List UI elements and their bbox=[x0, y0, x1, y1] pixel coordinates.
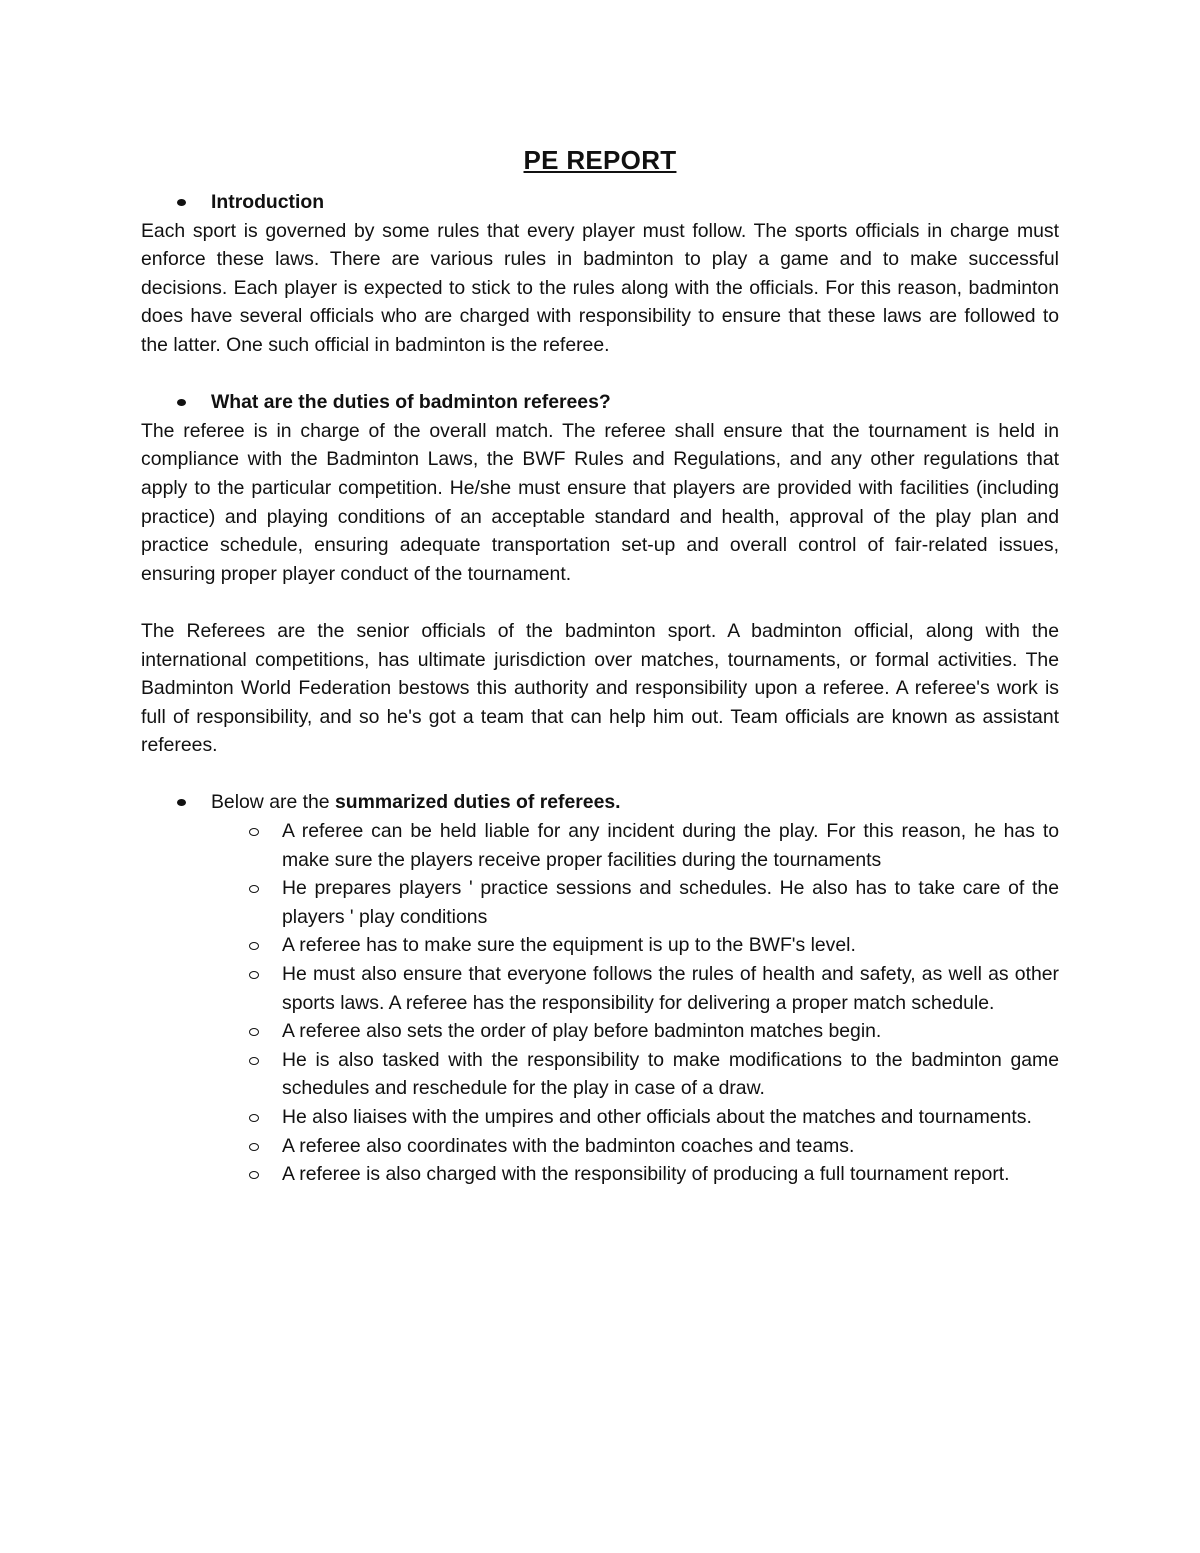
list-item: A referee can be held liable for any incident during the play. For this reason, he has to make sure the players receive proper facilities during the tournaments bbox=[141, 817, 1059, 874]
bullet-icon bbox=[177, 199, 186, 206]
page-title: PE REPORT bbox=[523, 145, 677, 175]
circle-bullet-icon bbox=[249, 1171, 259, 1179]
list-item: He must also ensure that everyone follows the rules of health and safety, as well as other sports laws. A referee has the responsibility for delivering a proper match schedule. bbox=[141, 960, 1059, 1017]
list-item: He is also tasked with the responsibility to make modifications to the badminton game schedules and reschedule for the play in case of a draw. bbox=[141, 1046, 1059, 1103]
circle-bullet-icon bbox=[249, 1114, 259, 1122]
heading-text: Introduction bbox=[211, 191, 325, 213]
circle-bullet-icon bbox=[249, 971, 259, 979]
summary-duties-list bbox=[141, 817, 1059, 1189]
circle-bullet-icon bbox=[249, 1028, 259, 1036]
introduction-paragraph: Each sport is governed by some rules that every player must follow. The sports officials in charge must enforce these laws. There are various rules in badminton to play a game and to make successful decisions. Each player is expected to stick to the rules along with the officials. For this reason, badminton does have several officials who are charged with responsibility to ensure that these laws are followed to the latter. One such official in badminton is the referee. bbox=[141, 219, 1059, 356]
list-item: A referee has to make sure the equipment is up to the BWF's level. bbox=[141, 931, 1059, 960]
list-item: He prepares players ' practice sessions and schedules. He also has to take care of the players ' play conditions bbox=[141, 874, 1059, 931]
list-item: A referee also sets the order of play before badminton matches begin. bbox=[141, 1017, 1059, 1046]
document-page bbox=[141, 140, 1059, 1189]
circle-bullet-icon bbox=[249, 1143, 259, 1151]
duties-paragraph-2: The Referees are the senior officials of the badminton sport. A badminton official, along with the international competitions, has ultimate jurisdiction over matches, tournaments, or formal activities. The Badminton World Federation bestows this authority and responsibility upon a referee. A referee's work is full of responsibility, and so he's got a team that can help him out. Team officials are known as assistant referees. bbox=[141, 619, 1059, 757]
list-item: A referee also coordinates with the badminton coaches and teams. bbox=[141, 1132, 1059, 1161]
bullet-icon bbox=[177, 799, 186, 806]
circle-bullet-icon bbox=[249, 828, 259, 836]
circle-bullet-icon bbox=[249, 942, 259, 950]
duties-paragraph-1: The referee is in charge of the overall match. The referee shall ensure that the tournament is held in compliance with the Badminton Laws, the BWF Rules and Regulations, and any other regulations that apply to the particular competition. He/she must ensure that players are provided with facilities (including practice) and playing conditions of an acceptable standard and health, approval of the play plan and practice schedule, ensuring adequate transportation set-up and overall control of fair-related issues, ensuring proper player conduct of the tournament. bbox=[141, 419, 1059, 585]
list-item: He also liaises with the umpires and other officials about the matches and tournaments. bbox=[141, 1103, 1059, 1132]
list-item: A referee is also charged with the responsibility of producing a full tournament report. bbox=[141, 1160, 1059, 1189]
bullet-icon bbox=[177, 399, 186, 406]
section-heading-duties bbox=[141, 388, 1059, 417]
heading-bold-text: summarized duties of referees. bbox=[334, 791, 621, 814]
section-heading-summary bbox=[141, 788, 1059, 817]
circle-bullet-icon bbox=[249, 1057, 259, 1065]
heading-text: What are the duties of badminton referees? bbox=[211, 391, 611, 414]
section-heading-introduction bbox=[141, 188, 1059, 217]
circle-bullet-icon bbox=[249, 885, 259, 893]
heading-prefix: Below are the bbox=[211, 791, 335, 814]
